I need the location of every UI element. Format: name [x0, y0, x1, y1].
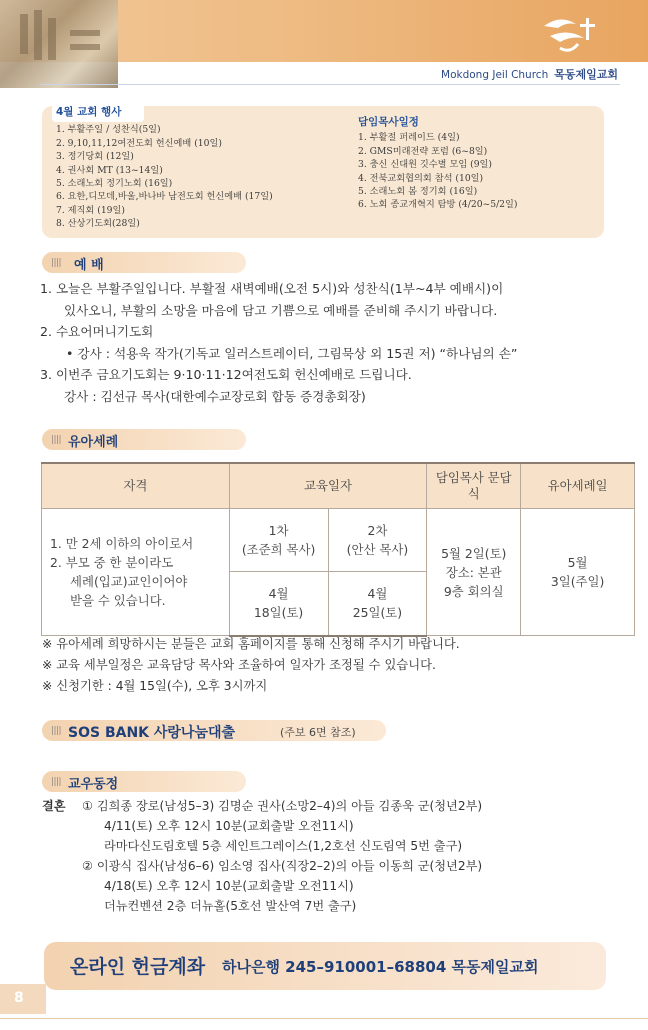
list-item: 8. 산상기도회(28일) [56, 218, 140, 230]
list-item: 6. 요한,디모데,바울,바나바 남전도회 헌신예배 (17일) [56, 191, 273, 203]
section-bars-icon [52, 726, 62, 735]
note-line: ※ 교육 세부일정은 교육담당 목사와 조율하여 일자가 조정될 수 있습니다. [42, 658, 436, 672]
entry-line: 4/11(토) 오후 12시 10분(교회출발 오전11시) [104, 819, 354, 833]
section-bars-icon [52, 777, 62, 786]
entry-line: 4/18(토) 오후 12시 10분(교회출발 오전11시) [104, 879, 354, 893]
footer-divider [0, 1018, 648, 1019]
april-events-title: 4월 교회 행사 [56, 106, 122, 118]
qualification-line: 받을 수 있습니다. [70, 593, 166, 608]
table-header: 교육일자 [229, 463, 427, 509]
session2-label: 2차 [367, 523, 388, 538]
qualification-line: 1. 만 2세 이하의 아이로서 [50, 536, 194, 551]
list-item: 5. 소래노회 정기노회 (16일) [56, 178, 173, 190]
header-divider [40, 84, 620, 85]
interview-line: 5월 2일(토) [441, 545, 507, 561]
list-item: 3. 정기당회 (12일) [56, 151, 134, 163]
church-name-en: Mokdong Jeil Church [441, 69, 549, 81]
baptism-day-line: 5월 [567, 555, 588, 570]
session2-date-line: 4월 [367, 586, 388, 602]
church-name [441, 66, 618, 82]
worship-line: 강사 : 김선규 목사(대한예수교장로회 합동 증경총회장) [64, 388, 366, 404]
entry-number: ② [82, 859, 93, 873]
list-item: 4. 권사회 MT (13~14일) [56, 164, 163, 176]
entry-line: 더뉴컨벤션 2층 더뉴홀(5호선 발산역 7번 출구) [104, 899, 357, 913]
session1-date-line: 4월 [268, 586, 289, 602]
section-bars-icon [52, 258, 62, 267]
online-offering-label: 온라인 헌금계좌 [70, 956, 206, 978]
sos-bank-note: (주보 6면 참조) [280, 726, 356, 739]
table-header: 유아세례일 [521, 463, 635, 509]
entry-line: 이광식 집사(남성6–6) 임소영 집사(직장2–2)의 아들 이동희 군(청년2부) [96, 859, 483, 873]
list-item: 1. 부활주일 / 성찬식(5일) [56, 124, 161, 136]
list-item: 3. 충신 신대원 깃수별 모임 (9일) [358, 159, 493, 171]
baptism-notes [42, 634, 460, 697]
interview-line: 9층 회의실 [443, 583, 504, 599]
baptism-day-line: 3일(주일) [550, 574, 605, 589]
session1-teacher: (조준희 목사) [241, 542, 316, 557]
baptism-table [41, 462, 635, 637]
baptism-day-cell [521, 509, 635, 636]
page-number: 8 [14, 990, 24, 1006]
worship-section-header [42, 252, 246, 273]
worship-line: 3. 이번주 금요기도회는 9·10·11·12여전도회 헌신예배로 드립니다. [40, 367, 412, 382]
session2-date-line: 25일(토) [352, 605, 403, 621]
marriage-category: 결혼 [42, 799, 66, 813]
list-item [82, 796, 482, 856]
session1-date-cell [229, 572, 328, 636]
session2-cell [328, 509, 427, 572]
member-news-heading: 교우동정 [68, 777, 119, 792]
baptism-heading: 유아세례 [68, 435, 119, 450]
entry-number: ① [82, 799, 93, 813]
entry-line: 김희종 장로(남성5–3) 김명순 권사(소망2–4)의 아들 김종욱 군(청년2부) [96, 799, 483, 813]
note-line: ※ 신청기한 : 4월 15일(수), 오후 3시까지 [42, 679, 268, 693]
page-number-tab [0, 984, 46, 1014]
qualification-line: 2. 부모 중 한 분이라도 [50, 555, 174, 570]
session1-date-line: 18일(토) [253, 605, 304, 621]
entry-line: 라마다신도림호텔 5층 세인트그레이스(1,2호선 신도림역 5번 출구) [104, 839, 463, 853]
qualification-line: 세례(입교)교인이어야 [70, 574, 188, 589]
online-offering-account: 하나은행 245–910001–68804 목동제일교회 [222, 958, 539, 976]
section-bars-icon [52, 435, 62, 444]
worship-body [40, 278, 517, 407]
list-item: 6. 노회 종교개혁지 탐방 (4/20~5/2일) [358, 199, 518, 211]
sos-bank-section-header [42, 720, 386, 741]
table-header: 담임목사 문답식 [427, 463, 521, 509]
baptism-section-header [42, 429, 246, 450]
member-news-section-header [42, 771, 246, 792]
note-line: ※ 유아세례 희망하시는 분들은 교회 홈페이지를 통해 신청해 주시기 바랍니다. [42, 637, 460, 651]
sos-bank-heading: SOS BANK 사랑나눔대출 [68, 725, 236, 741]
worship-line: 있사오니, 부활의 소망을 마음에 담고 기쁨으로 예배를 준비해 주시기 바랍니다. [64, 302, 498, 318]
list-item: 2. GMS미래전략 포럼 (6~8일) [358, 145, 488, 157]
worship-line: 1. 오늘은 부활주일입니다. 부활절 새벽예배(오전 5시)와 성찬식(1부~4부 예배시)이 [40, 281, 504, 296]
interview-cell [427, 509, 521, 636]
church-building-photo [0, 0, 118, 88]
list-item: 1. 부활절 퍼레이드 (4일) [358, 132, 460, 144]
table-header: 자격 [42, 463, 230, 509]
qualification-cell [42, 509, 230, 636]
online-offering-banner [44, 942, 606, 990]
pastor-schedule-list [358, 116, 517, 212]
session1-cell [229, 509, 328, 572]
worship-line: • 강사 : 석용욱 작가(기독교 일러스트레이터, 그림묵상 외 15권 저) “하나님의 손” [66, 345, 518, 361]
worship-line: 2. 수요어머니기도회 [40, 324, 154, 339]
list-item: 4. 전북교회협의회 참석 (10일) [358, 172, 484, 184]
list-item: 2. 9,10,11,12여전도회 헌신예배 (10일) [56, 137, 222, 149]
list-item: 7. 제직회 (19일) [56, 204, 125, 216]
worship-heading: 예 배 [74, 258, 104, 273]
church-logo-icon [540, 14, 604, 56]
april-events-list [56, 106, 273, 231]
interview-line: 장소: 본관 [445, 564, 502, 580]
session2-teacher: (안산 목사) [346, 542, 409, 557]
list-item: 5. 소래노회 봄 정기회 (16일) [358, 186, 478, 198]
church-name-ko: 목동제일교회 [554, 68, 618, 81]
session1-label: 1차 [268, 523, 289, 538]
pastor-schedule-title: 담임목사일정 [358, 116, 419, 128]
session2-date-cell [328, 572, 427, 636]
list-item [82, 856, 482, 916]
